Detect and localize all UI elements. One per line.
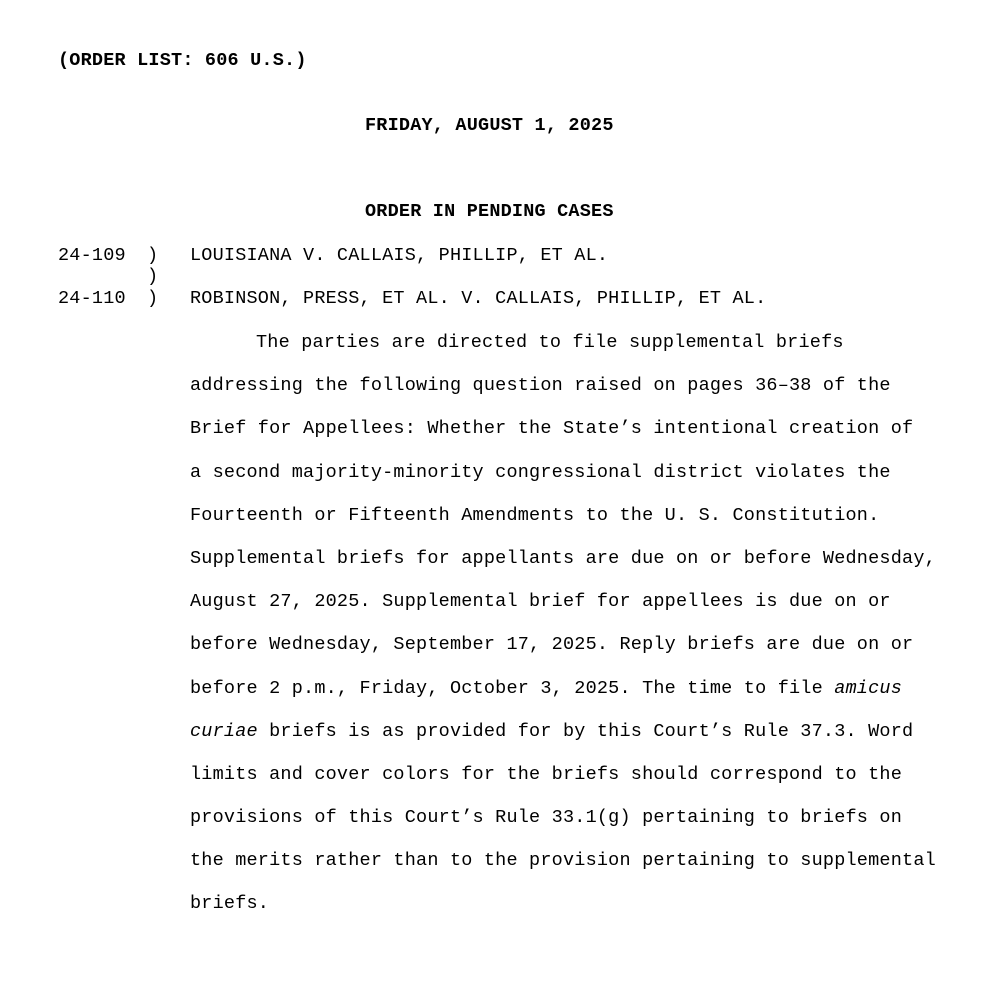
order-text	[190, 332, 936, 937]
order-line: provisions of this Court’s Rule 33.1(g) pertaining to briefs on	[190, 807, 903, 829]
case-bracket: )	[147, 266, 159, 287]
order-date: FRIDAY, AUGUST 1, 2025	[365, 115, 614, 136]
italic-term: curiae	[190, 720, 258, 742]
order-line	[190, 721, 925, 764]
order-line: Fourteenth or Fifteenth Amendments to the U. S. Constitution.	[190, 504, 880, 526]
order-line: addressing the following question raised on pages 36–38 of the	[190, 375, 891, 397]
order-line	[190, 678, 925, 721]
order-line: Supplemental briefs for appellants are due on or before Wednesday,	[190, 547, 936, 569]
case-title: ROBINSON, PRESS, ET AL. V. CALLAIS, PHILLIP, ET AL.	[190, 288, 767, 309]
case-bracket: )	[147, 288, 159, 309]
case-bracket: )	[147, 245, 159, 266]
order-line-text: briefs is as provided for by this Court’s Rule 37.3. Word	[257, 720, 914, 742]
order-line-text: before 2 p.m., Friday, October 3, 2025. The time to file	[190, 677, 835, 699]
order-line: the merits rather than to the provision pertaining to supplemental	[190, 850, 936, 872]
section-heading: ORDER IN PENDING CASES	[365, 201, 614, 222]
case-title: LOUISIANA V. CALLAIS, PHILLIP, ET AL.	[190, 245, 609, 266]
italic-term: amicus	[834, 677, 903, 699]
order-line: briefs.	[190, 893, 270, 915]
case-number: 24-109	[58, 245, 126, 266]
order-line: before Wednesday, September 17, 2025. Reply briefs are due on or	[190, 634, 914, 656]
order-line: limits and cover colors for the briefs should correspond to the	[190, 763, 903, 785]
order-line: a second majority-minority congressional district violates the	[190, 461, 891, 483]
order-line: Brief for Appellees: Whether the State’s intentional creation of	[190, 418, 914, 440]
order-line: August 27, 2025. Supplemental brief for appellees is due on or	[190, 591, 891, 613]
case-number: 24-110	[58, 288, 126, 309]
order-line: The parties are directed to file supplemental briefs	[256, 332, 844, 353]
order-list-number: (ORDER LIST: 606 U.S.)	[58, 50, 307, 71]
